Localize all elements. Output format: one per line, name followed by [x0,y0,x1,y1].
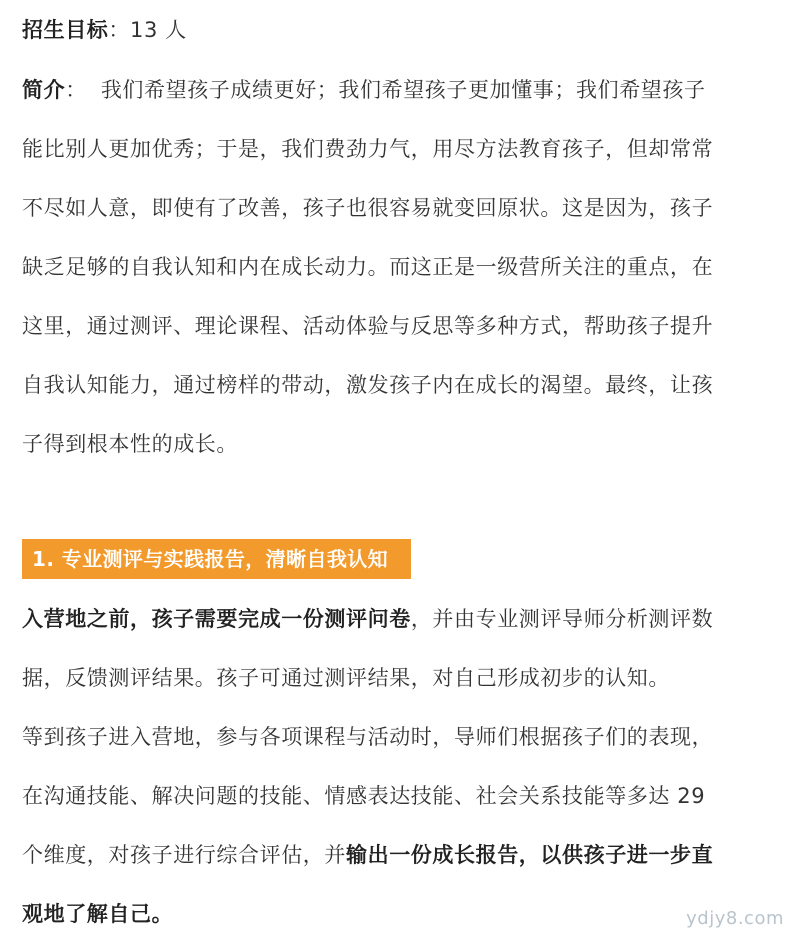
intro-line-3: 不尽如人意，即使有了改善，孩子也很容易就变回原状。这是因为，孩子 [22,196,714,220]
section1-p2-line1: 等到孩子进入营地，参与各项课程与活动时，导师们根据孩子们的表现， [22,725,714,749]
intro-colon: ： [65,78,87,102]
enrollment-line [22,15,187,45]
watermark: ydjy8.com [686,908,784,929]
intro-text-1: 我们希望孩子成绩更好；我们希望孩子更加懂事；我们希望孩子 [100,78,706,102]
enrollment-label: 招生目标 [22,18,109,42]
section1-p2-line3 [22,840,713,870]
intro-line-6: 自我认知能力，通过榜样的带动，激发孩子内在成长的渴望。最终，让孩 [22,373,714,397]
section1-p2-line2: 在沟通技能、解决问题的技能、情感表达技能、社会关系技能等多达 29 [22,784,706,808]
intro-line-5: 这里，通过测评、理论课程、活动体验与反思等多种方式，帮助孩子提升 [22,314,714,338]
section1-p1-line2: 据，反馈测评结果。孩子可通过测评结果，对自己形成初步的认知。 [22,666,670,690]
section1-p2-plain: 个维度，对孩子进行综合评估，并 [22,843,346,867]
section1-p1-line1 [22,604,713,634]
enrollment-value: 13 人 [130,18,187,42]
section1-p2-bold: 输出一份成长报告，以供孩子进一步直 [346,843,714,867]
section1-p2-line4: 观地了解自己。 [22,902,174,926]
section1-p1-bold: 入营地之前，孩子需要完成一份测评问卷 [22,607,411,631]
intro-line-7: 子得到根本性的成长。 [22,432,238,456]
enrollment-colon: ： [108,18,131,42]
section1-p1-rest: ，并由专业测评导师分析测评数 [410,607,714,631]
intro-line-1 [22,75,706,105]
intro-line-4: 缺乏足够的自我认知和内在成长动力。而这正是一级营所关注的重点，在 [22,255,714,279]
intro-line-2: 能比别人更加优秀；于是，我们费劲力气，用尽方法教育孩子，但却常常 [22,137,714,161]
intro-label: 简介 [22,78,66,102]
section-heading: 1. 专业测评与实践报告，清晰自我认知 [22,539,411,579]
